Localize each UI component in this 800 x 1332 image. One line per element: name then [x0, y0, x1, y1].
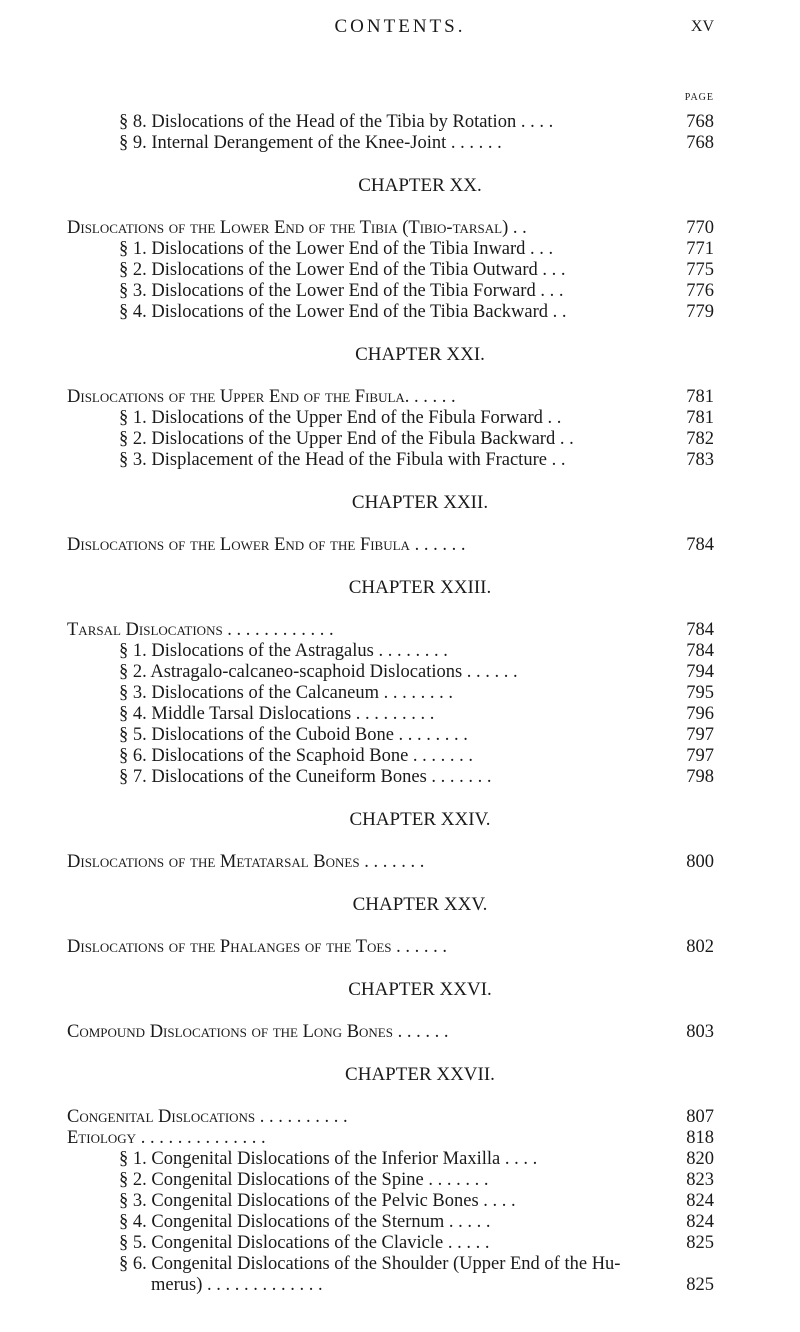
entry-page-number: 820 — [686, 1149, 714, 1169]
chapter-heading — [0, 873, 800, 937]
entry-page-number: 824 — [686, 1212, 714, 1232]
entry-title: § 4. Dislocations of the Lower End of the Tibia Backward . . — [119, 302, 567, 322]
toc-section-entry — [0, 641, 800, 662]
toc-section-entry — [0, 260, 800, 281]
chapter-heading-text: CHAPTER XXV. — [352, 894, 488, 915]
entry-title: § 4. Middle Tarsal Dislocations . . . . . . . . . — [119, 704, 435, 724]
toc-section-entry — [0, 683, 800, 704]
entry-title: § 1. Congenital Dislocations of the Inferior Maxilla . . . . — [119, 1149, 538, 1169]
entry-title: § 1. Dislocations of the Lower End of the Tibia Inward . . . — [119, 239, 554, 259]
entry-page-number: 784 — [686, 641, 714, 661]
toc-section-entry — [0, 767, 800, 788]
chapter-heading-text: CHAPTER XXI. — [355, 344, 485, 365]
chapter-heading-text: CHAPTER XX. — [358, 175, 482, 196]
chapter-heading — [0, 788, 800, 852]
toc-section-entry — [0, 429, 800, 450]
entry-title: Dislocations of the Lower End of the Fibula . . . . . . — [67, 535, 466, 555]
entry-page-number: 768 — [686, 133, 714, 153]
toc-heading-entry — [0, 387, 800, 408]
entry-title: § 2. Dislocations of the Lower End of the Tibia Outward . . . — [119, 260, 566, 280]
entry-page-number: 784 — [686, 535, 714, 555]
toc-heading-entry — [0, 620, 800, 641]
entry-page-number: 807 — [686, 1107, 714, 1127]
toc-section-entry — [0, 704, 800, 725]
entry-title: § 3. Displacement of the Head of the Fibula with Fracture . . — [119, 450, 566, 470]
toc-section-entry — [0, 408, 800, 429]
chapter-heading-text: CHAPTER XXIII. — [348, 577, 492, 598]
entry-title: merus) . . . . . . . . . . . . . — [151, 1275, 323, 1295]
toc-heading-entry — [0, 535, 800, 556]
entry-title: § 2. Dislocations of the Upper End of the Fibula Backward . . — [119, 429, 574, 449]
chapter-heading — [0, 154, 800, 218]
entry-title: Dislocations of the Phalanges of the Toes . . . . . . — [67, 937, 448, 957]
entry-title: Tarsal Dislocations . . . . . . . . . . . . — [67, 620, 334, 640]
entry-title: Congenital Dislocations . . . . . . . . . . — [67, 1107, 348, 1127]
chapter-heading — [0, 958, 800, 1022]
toc-section-entry — [0, 1275, 800, 1296]
entry-title: § 6. Congenital Dislocations of the Shoulder (Upper End of the Hu- — [119, 1254, 621, 1274]
chapter-heading — [0, 556, 800, 620]
toc-heading-entry — [0, 1022, 800, 1043]
entry-page-number: 818 — [686, 1128, 714, 1148]
toc-section-entry — [0, 133, 800, 154]
entry-title: § 5. Dislocations of the Cuboid Bone . . . . . . . . — [119, 725, 468, 745]
entry-title: § 4. Congenital Dislocations of the Sternum . . . . . — [119, 1212, 491, 1232]
entry-page-number: 770 — [686, 218, 714, 238]
entry-page-number: 798 — [686, 767, 714, 787]
entry-page-number: 797 — [686, 725, 714, 745]
toc-section-entry — [0, 302, 800, 323]
chapter-heading-text: CHAPTER XXII. — [351, 492, 489, 513]
entry-title: Dislocations of the Lower End of the Tibia (Tibio-tarsal) . . — [67, 218, 527, 238]
entry-title: Compound Dislocations of the Long Bones . . . . . . — [67, 1022, 449, 1042]
entry-title: § 1. Dislocations of the Upper End of the Fibula Forward . . — [119, 408, 562, 428]
toc-section-entry — [0, 450, 800, 471]
entry-page-number: 802 — [686, 937, 714, 957]
table-of-contents — [0, 112, 800, 1296]
entry-page-number: 824 — [686, 1191, 714, 1211]
entry-title: § 1. Dislocations of the Astragalus . . . . . . . . — [119, 641, 448, 661]
entry-title: § 6. Dislocations of the Scaphoid Bone . . . . . . . — [119, 746, 474, 766]
toc-heading-entry — [0, 218, 800, 239]
entry-page-number: 803 — [686, 1022, 714, 1042]
entry-title: Etiology . . . . . . . . . . . . . . — [67, 1128, 266, 1148]
entry-page-number: 800 — [686, 852, 714, 872]
toc-section-entry — [0, 725, 800, 746]
entry-page-number: 783 — [686, 450, 714, 470]
toc-heading-entry — [0, 1128, 800, 1149]
entry-page-number: 797 — [686, 746, 714, 766]
toc-section-entry — [0, 1212, 800, 1233]
toc-section-entry — [0, 1149, 800, 1170]
entry-page-number: 776 — [686, 281, 714, 301]
entry-page-number: 771 — [686, 239, 714, 259]
chapter-heading-text: CHAPTER XXIV. — [349, 809, 491, 830]
toc-section-entry — [0, 1170, 800, 1191]
entry-title: § 2. Astragalo-calcaneo-scaphoid Dislocations . . . . . . — [119, 662, 518, 682]
entry-page-number: 781 — [686, 387, 714, 407]
entry-title: § 9. Internal Derangement of the Knee-Joint . . . . . . — [119, 133, 502, 153]
entry-page-number: 781 — [686, 408, 714, 428]
entry-title: § 3. Congenital Dislocations of the Pelvic Bones . . . . — [119, 1191, 516, 1211]
running-header — [0, 16, 800, 44]
entry-page-number: 784 — [686, 620, 714, 640]
entry-page-number: 796 — [686, 704, 714, 724]
toc-section-entry — [0, 112, 800, 133]
chapter-heading — [0, 1043, 800, 1107]
entry-title: Dislocations of the Upper End of the Fibula. . . . . . — [67, 387, 456, 407]
entry-title: § 8. Dislocations of the Head of the Tibia by Rotation . . . . — [119, 112, 554, 132]
entry-title: § 2. Congenital Dislocations of the Spine . . . . . . . — [119, 1170, 489, 1190]
toc-heading-entry — [0, 852, 800, 873]
running-title: CONTENTS. — [334, 16, 466, 37]
chapter-heading-text: CHAPTER XXVI. — [348, 979, 492, 1000]
entry-title: § 5. Congenital Dislocations of the Clavicle . . . . . — [119, 1233, 490, 1253]
toc-section-entry — [0, 1254, 800, 1275]
entry-page-number: 795 — [686, 683, 714, 703]
entry-title: Dislocations of the Metatarsal Bones . . . . . . . — [67, 852, 425, 872]
toc-section-entry — [0, 662, 800, 683]
entry-page-number: 825 — [686, 1233, 714, 1253]
page-column-label: PAGE — [684, 92, 714, 103]
toc-heading-entry — [0, 937, 800, 958]
entry-page-number: 768 — [686, 112, 714, 132]
entry-page-number: 794 — [686, 662, 714, 682]
entry-title: § 7. Dislocations of the Cuneiform Bones . . . . . . . — [119, 767, 492, 787]
toc-section-entry — [0, 239, 800, 260]
toc-heading-entry — [0, 1107, 800, 1128]
toc-section-entry — [0, 746, 800, 767]
chapter-heading — [0, 471, 800, 535]
page-folio: XV — [690, 18, 714, 35]
toc-section-entry — [0, 1233, 800, 1254]
entry-page-number: 825 — [686, 1275, 714, 1295]
toc-section-entry — [0, 1191, 800, 1212]
toc-section-entry — [0, 281, 800, 302]
chapter-heading — [0, 323, 800, 387]
entry-title: § 3. Dislocations of the Calcaneum . . . . . . . . — [119, 683, 453, 703]
entry-page-number: 775 — [686, 260, 714, 280]
chapter-heading-text: CHAPTER XXVII. — [345, 1064, 495, 1085]
entry-page-number: 779 — [686, 302, 714, 322]
entry-title: § 3. Dislocations of the Lower End of the Tibia Forward . . . — [119, 281, 564, 301]
entry-page-number: 782 — [686, 429, 714, 449]
entry-page-number: 823 — [686, 1170, 714, 1190]
